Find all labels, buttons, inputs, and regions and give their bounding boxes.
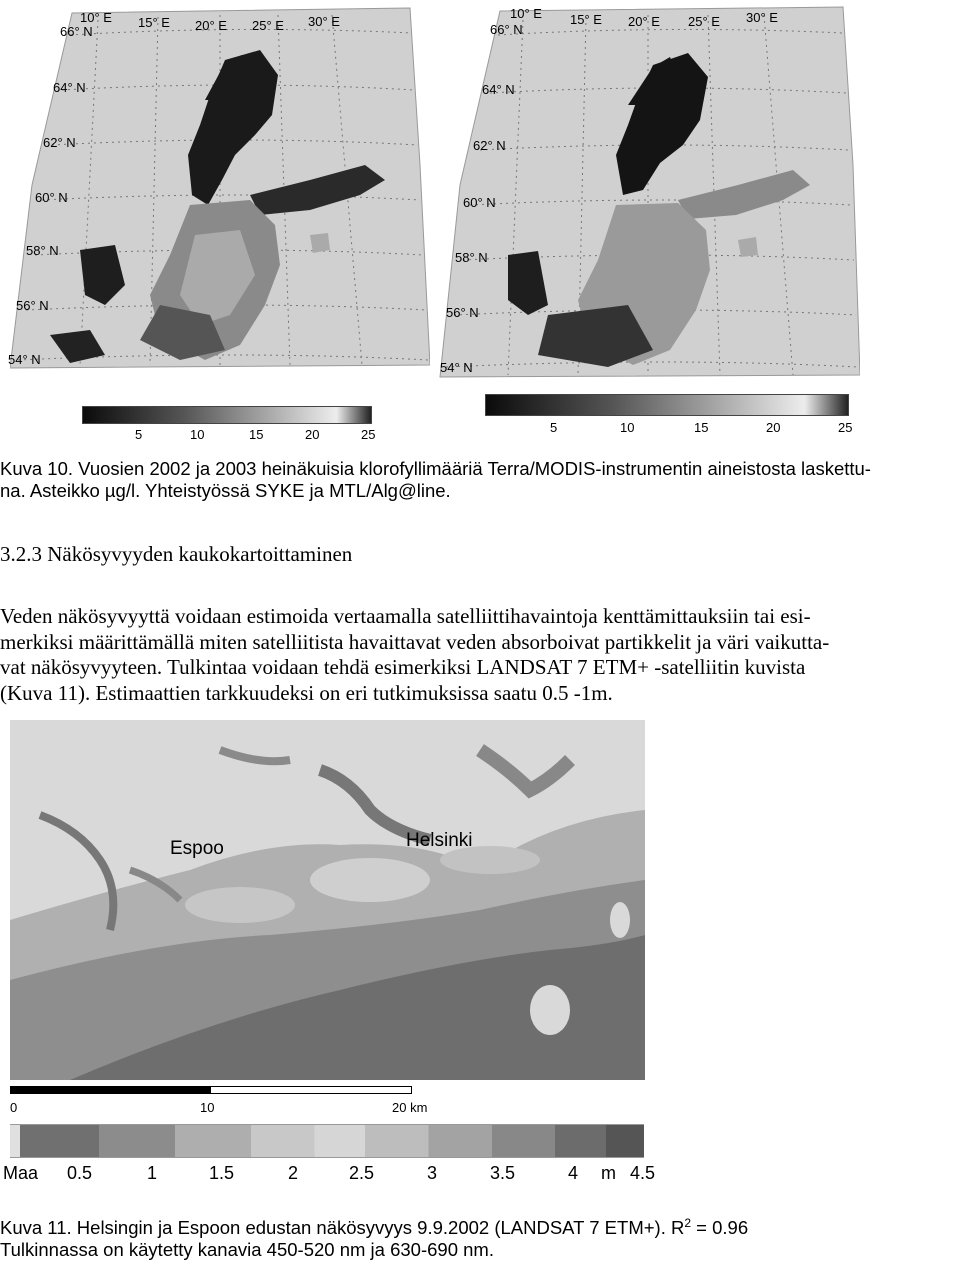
lon-label: 25° E <box>688 14 720 29</box>
legend-label: Maa <box>3 1163 39 1183</box>
legend-label: 2.5 <box>349 1163 375 1183</box>
lat-label: 58° N <box>455 250 488 265</box>
paragraph-line: merkiksi määrittämällä miten satelliitista havaittavat veden absorboivat partikkelit ja väri vaikutta- <box>0 629 830 654</box>
scale-tick: 15 <box>249 427 264 442</box>
scale-tick: 10 <box>620 420 635 435</box>
lon-label: 10° E <box>510 6 542 21</box>
scale-tick: 20 <box>305 427 320 442</box>
lat-label: 58° N <box>26 243 59 258</box>
distance-scale-bar <box>10 1086 412 1094</box>
lon-label: 20° E <box>628 14 660 29</box>
lon-label: 25° E <box>252 18 284 33</box>
place-label-helsinki: Helsinki <box>406 830 473 851</box>
scale-tick: 25 <box>361 427 376 442</box>
lat-label: 54° N <box>8 352 41 367</box>
chlorophyll-map-2003 <box>438 5 860 385</box>
lon-label: 10° E <box>80 10 112 25</box>
chlorophyll-scale-bar <box>82 406 372 424</box>
legend-label: 4 <box>568 1163 579 1183</box>
secchi-depth-legend-bar <box>10 1124 644 1158</box>
chlorophyll-map-2002 <box>10 5 430 400</box>
lat-label: 56° N <box>446 305 479 320</box>
lat-label: 60° N <box>35 190 68 205</box>
section-heading: 3.2.3 Näkösyvyyden kaukokartoittaminen <box>0 542 353 566</box>
legend-label: 4.5 <box>630 1163 656 1183</box>
legend-label: 2 <box>288 1163 299 1183</box>
lat-label: 54° N <box>440 360 473 375</box>
legend-label: 0.5 <box>67 1163 93 1183</box>
paragraph-line: vat näkösyvyyteen. Tulkintaa voidaan tehdä esimerkiksi LANDSAT 7 ETM+ -satelliitin kuvista <box>0 655 806 679</box>
lat-label: 56° N <box>16 298 49 313</box>
scale-tick: 10 <box>200 1100 215 1115</box>
paragraph-line: Veden näkösyvyyttä voidaan estimoida vertaamalla satelliittihavaintoja kenttämittauksiin tai esi- <box>0 604 811 628</box>
scale-tick: 20 km <box>392 1100 428 1115</box>
caption-text: Kuva 11. Helsingin ja Espoon edustan näkösyvyys 9.9.2002 (LANDSAT 7 ETM+). R <box>0 1217 685 1239</box>
lat-label: 64° N <box>482 82 515 97</box>
caption-text: = 0.96 <box>691 1217 749 1239</box>
legend-label: 3.5 <box>490 1163 516 1183</box>
figure-caption-10 <box>0 458 958 502</box>
caption-line: na. Asteikko µg/l. Yhteistyössä SYKE ja MTL/Alg@line. <box>0 480 451 501</box>
paragraph-line: (Kuva 11). Estimaattien tarkkuudeksi on eri tutkimuksissa saatu 0.5 -1m. <box>0 680 613 705</box>
body-paragraph <box>0 604 950 706</box>
scale-tick: 10 <box>190 427 205 442</box>
lat-label: 66° N <box>490 22 523 37</box>
caption-line <box>0 1212 958 1239</box>
scale-tick: 20 <box>766 420 781 435</box>
figure-caption-11 <box>0 1212 958 1261</box>
lon-label: 30° E <box>746 10 778 25</box>
legend-label: 1.5 <box>209 1163 235 1183</box>
legend-label: 3 <box>427 1163 438 1183</box>
lat-label: 64° N <box>53 80 86 95</box>
scale-tick: 15 <box>694 420 709 435</box>
lat-label: 66° N <box>60 24 93 39</box>
legend-label: m <box>601 1163 616 1183</box>
scale-tick: 5 <box>550 420 558 435</box>
lon-label: 15° E <box>570 12 602 27</box>
lon-label: 20° E <box>195 18 227 33</box>
caption-line: Kuva 10. Vuosien 2002 ja 2003 heinäkuisia klorofyllimääriä Terra/MODIS-instrumentin aineistosta laskettu- <box>0 458 871 479</box>
scale-tick: 5 <box>135 427 143 442</box>
scale-tick: 0 <box>10 1100 18 1115</box>
secchi-depth-map <box>10 720 645 1080</box>
lon-label: 15° E <box>138 15 170 30</box>
lon-label: 30° E <box>308 14 340 29</box>
legend-label: 1 <box>147 1163 158 1183</box>
scale-tick: 25 <box>838 420 853 435</box>
lat-label: 62° N <box>473 138 506 153</box>
lat-label: 60° N <box>463 195 496 210</box>
caption-line: Tulkinnassa on käytetty kanavia 450-520 nm ja 630-690 nm. <box>0 1239 494 1261</box>
chlorophyll-scale-bar <box>485 394 849 416</box>
place-label-espoo: Espoo <box>170 838 224 859</box>
lat-label: 62° N <box>43 135 76 150</box>
superscript: 2 <box>684 1216 692 1230</box>
